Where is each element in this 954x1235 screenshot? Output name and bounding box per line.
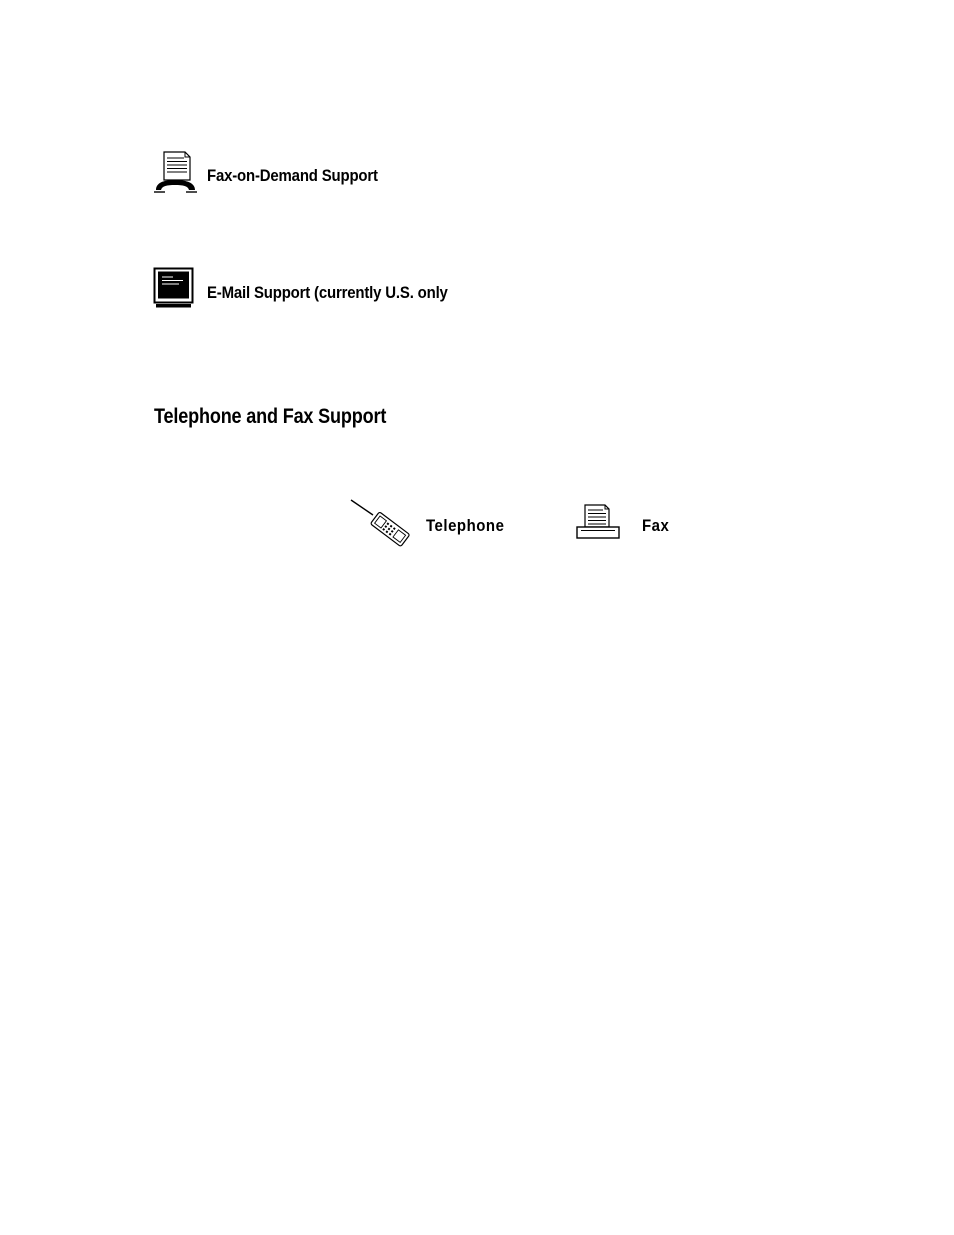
telephone-label: Telephone [426,516,505,535]
monitor-icon [153,267,197,311]
fax-machine-icon [575,503,621,541]
fax-label: Fax [642,516,670,535]
fax-on-demand-icon [153,150,199,196]
fax-on-demand-label: Fax-on-Demand Support [207,166,378,185]
mobile-phone-icon [349,497,413,549]
email-support-label: E-Mail Support (currently U.S. only [207,283,448,302]
section-heading: Telephone and Fax Support [154,405,387,428]
